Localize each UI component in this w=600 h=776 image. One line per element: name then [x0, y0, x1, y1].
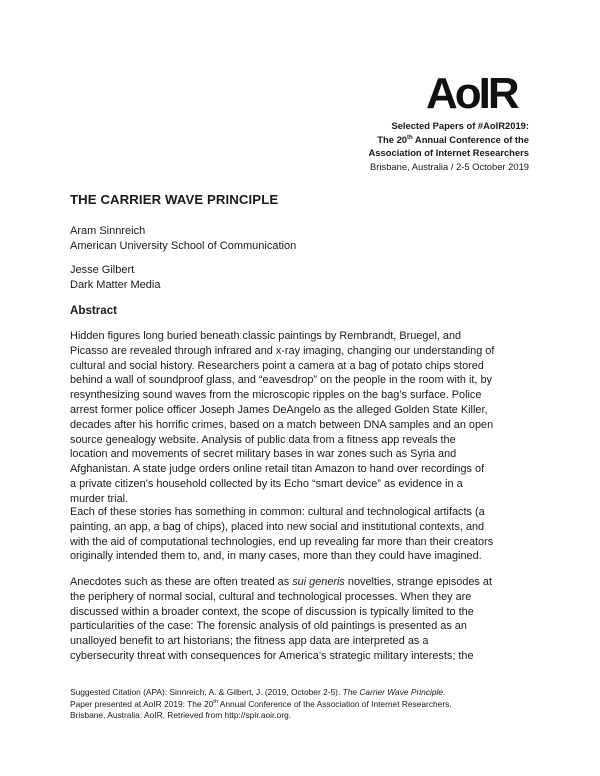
text-line: decades after his horrific crimes, based on a match between DNA samples and an open [70, 418, 494, 431]
author-affiliation: Dark Matter Media [70, 279, 161, 291]
text-line: behind a wall of soundproof glass, and “eavesdrop” on the people in the room with it, by [70, 374, 492, 387]
text-line: Picasso are revealed through infrared and x-ray imaging, changing our understanding of [70, 344, 495, 357]
paper-title: THE CARRIER WAVE PRINCIPLE [70, 192, 279, 207]
author-block [70, 263, 160, 293]
text-line: Afghanistan. A state judge orders online retail titan Amazon to hand over recordings of [70, 463, 485, 476]
text-line: painting, an app, a bag of chips), placed into new social and institutional contexts, and [70, 520, 485, 533]
text-line: Hidden figures long buried beneath classic paintings by Rembrandt, Bruegel, and [70, 330, 462, 342]
text-line: cultural and social history. Researchers point a camera at a bag of potato chips stored [70, 359, 484, 372]
text-line: location and movements of secret military bases in war zones such as Syria and [70, 448, 457, 461]
citation-title: The Carrier Wave Principle [342, 687, 444, 697]
citation-line: Paper presented at AoIR 2019: The 20th Annual Conference of the Association of Internet Researchers. [70, 698, 452, 709]
conference-info [209, 119, 529, 173]
author-name: Jesse Gilbert [70, 264, 135, 276]
abstract-paragraph-3 [70, 575, 540, 664]
text-line: a private citizen’s household collected by its Echo “smart device” as evidence in a [70, 477, 463, 490]
text-line: particularities of the case: The forensic analysis of old paintings is presented as an [70, 620, 467, 633]
text-line: resynthesizing sound waves from the microscopic ripples on the bag’s surface. Police [70, 389, 482, 402]
citation-line: Suggested Citation (APA): Sinnreich, A. & Gilbert, J. (2019, October 2-5). The Carrier Wave Principle. [70, 687, 446, 697]
text-line: discussed within a broader context, the scope of discussion is typically limited to the [70, 605, 474, 618]
text-line: murder trial. [70, 492, 129, 505]
conference-location-date: Brisbane, Australia / 2-5 October 2019 [370, 160, 529, 172]
conference-series: Selected Papers of #AoIR2019: [391, 120, 529, 131]
text-line: Each of these stories has something in common: cultural and technological artifacts (a [70, 506, 485, 518]
text-line: cybersecurity threat with consequences for America’s strategic military interests; the [70, 649, 474, 662]
author-block [70, 224, 296, 254]
author-affiliation: American University School of Communication [70, 240, 297, 252]
text-line: unalloyed benefit to art historians; the fitness app data are interpreted as a [70, 635, 429, 648]
aoir-logo [426, 70, 528, 114]
text-line: the periphery of normal social, cultural and technological processes. When they are [70, 590, 472, 603]
abstract-heading: Abstract [70, 304, 118, 317]
citation-line: Brisbane, Australia: AoIR. Retrieved from http://spir.aoir.org. [70, 710, 292, 721]
author-name: Aram Sinnreich [70, 225, 146, 237]
text-line: Anecdotes such as these are often treated as sui generis novelties, strange episodes at [70, 576, 492, 588]
abstract-paragraph-2 [70, 505, 540, 564]
text-line: with the aid of computational technologies, end up revealing far more than their creators [70, 535, 494, 548]
text-line: arrest former police officer Joseph James DeAngelo as the alleged Golden State Killer, [70, 403, 488, 416]
abstract-paragraph-1 [70, 329, 540, 507]
text-line: originally intended them to, and, in many cases, more than they could have imagined. [70, 550, 482, 563]
text-line: source genealogy website. Analysis of public data from a fitness app reveals the [70, 433, 456, 446]
italic-term: sui generis [292, 576, 345, 588]
suggested-citation [70, 687, 540, 722]
aoir-logo-text: AoIR [426, 70, 517, 114]
conference-edition: The 20th Annual Conference of the [377, 133, 529, 145]
conference-organization: Association of Internet Researchers [368, 147, 529, 158]
